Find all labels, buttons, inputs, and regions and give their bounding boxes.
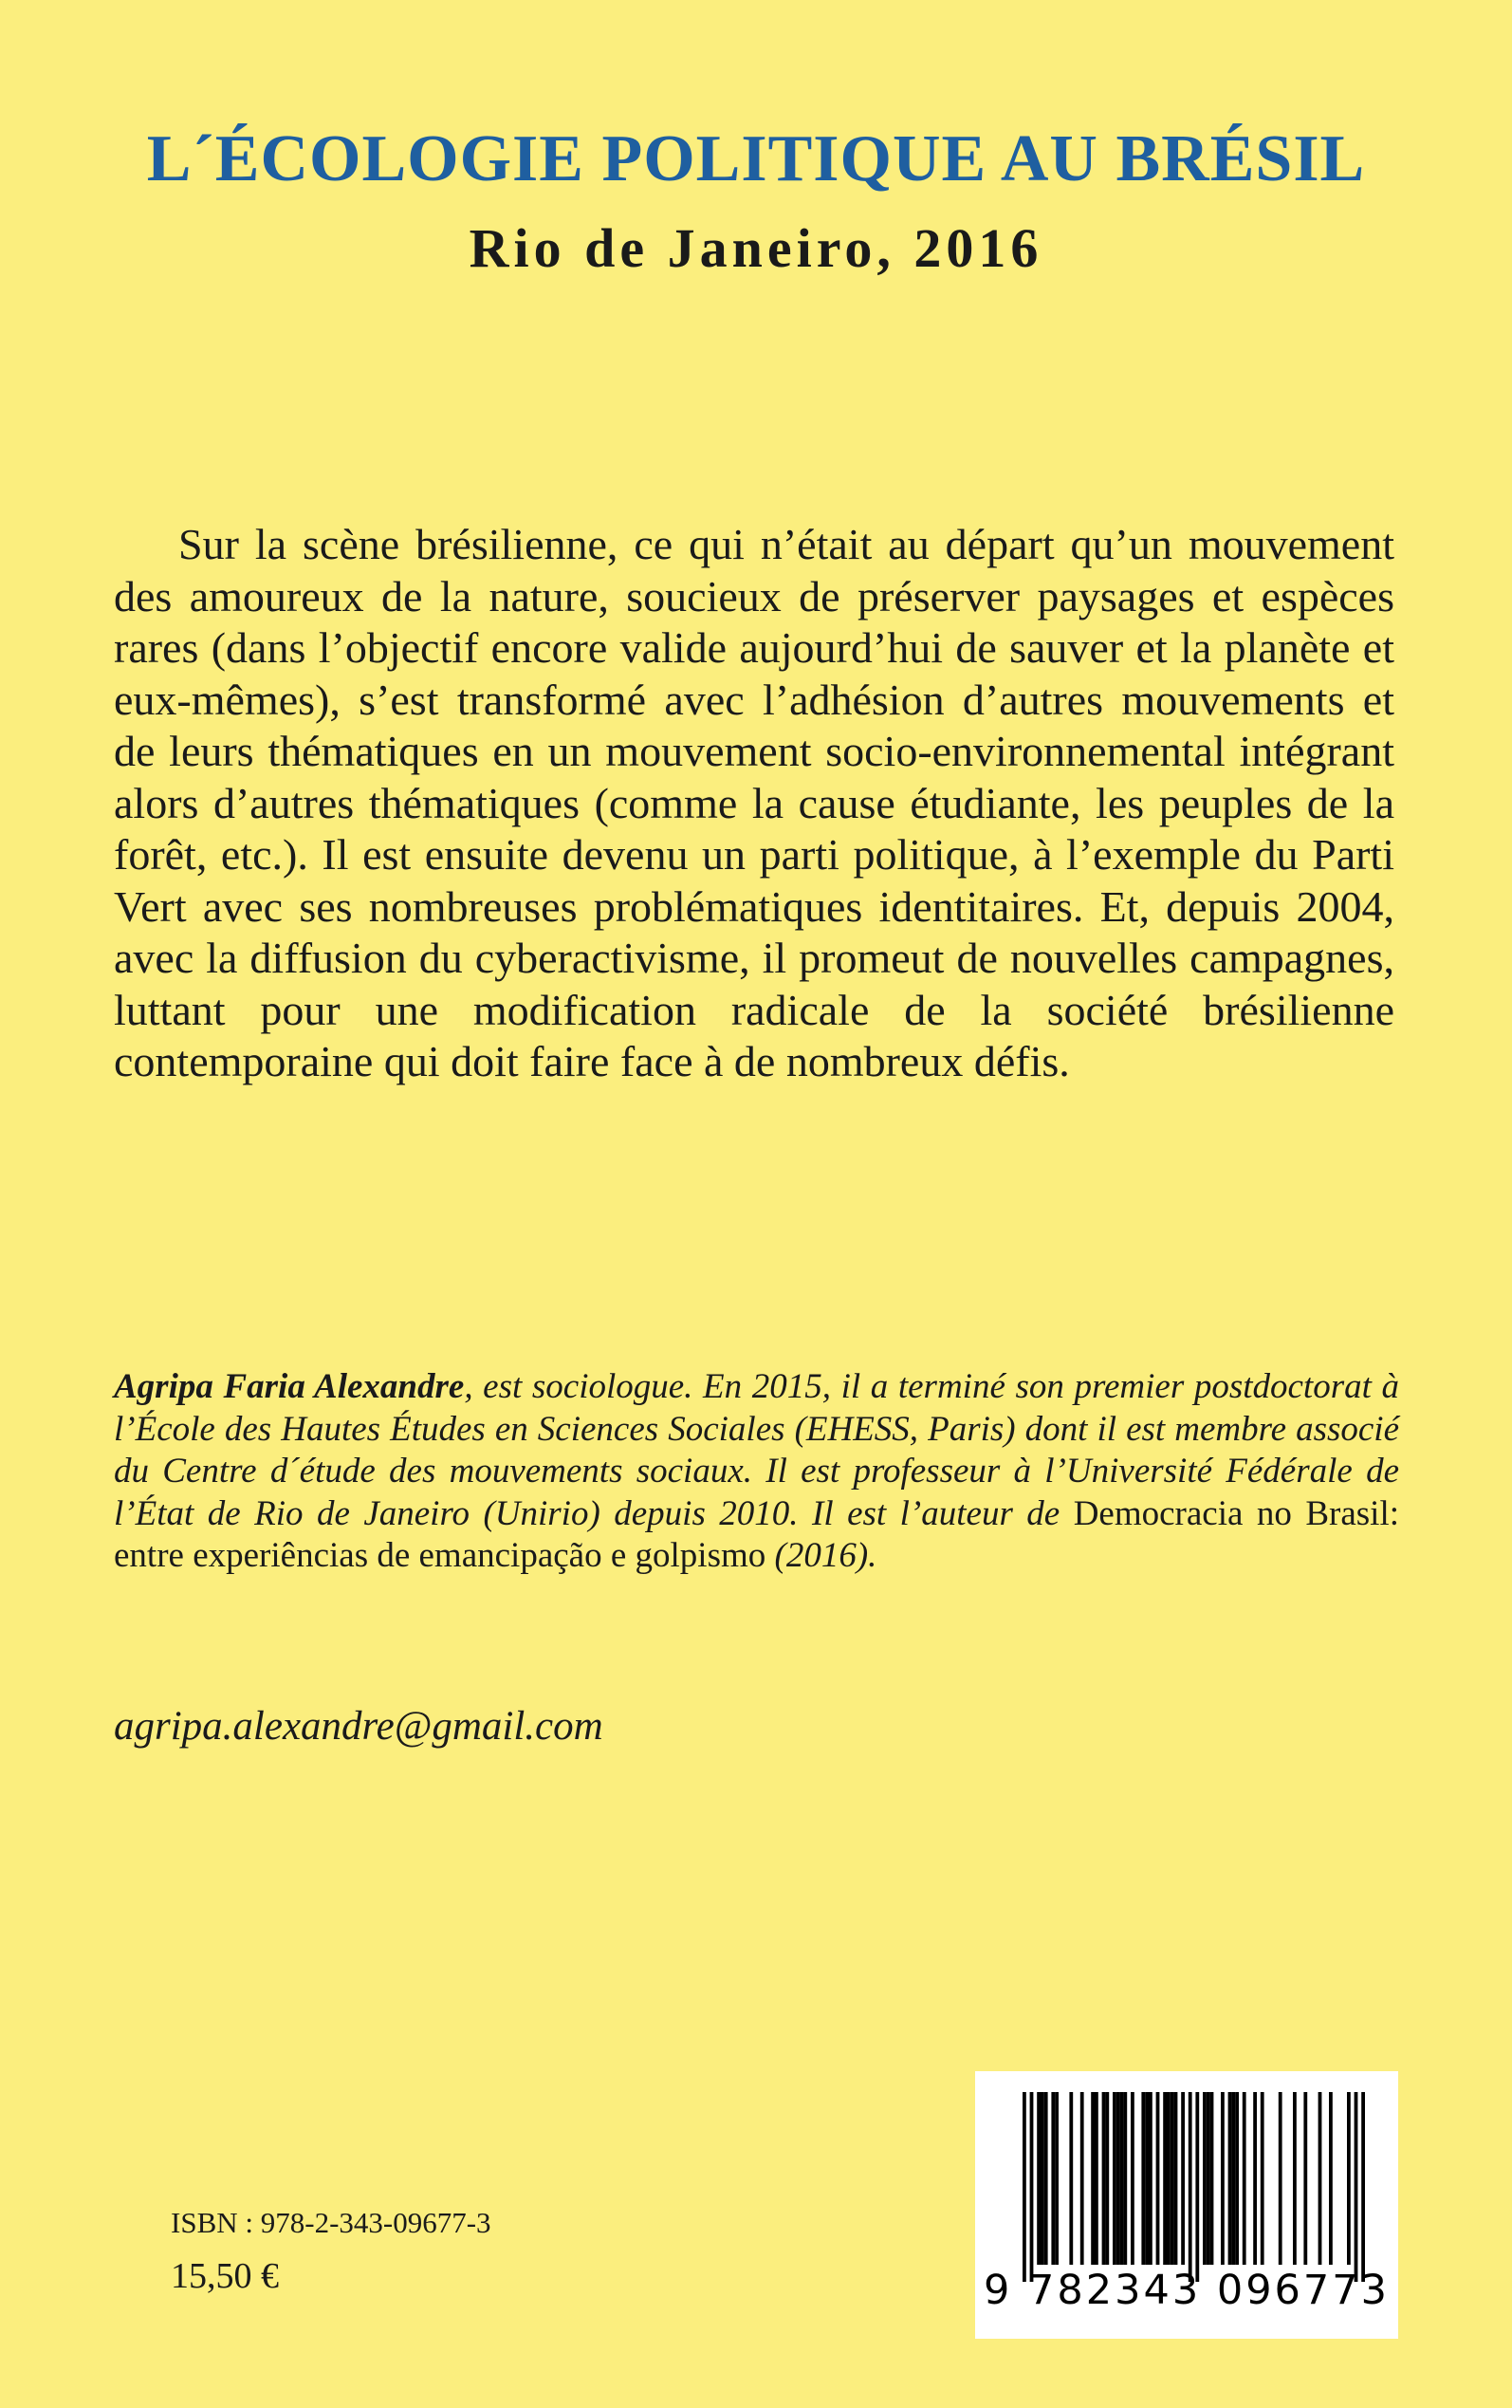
bio-text-part2: (2016). [765,1536,877,1575]
barcode-bar [1361,2092,1365,2282]
isbn-label: ISBN : 978-2-343-09677-3 [171,2206,491,2239]
barcode-bar [1210,2092,1214,2265]
barcode-bar [1091,2092,1095,2265]
barcode-bar [1069,2092,1073,2265]
barcode-bar [1231,2092,1235,2265]
barcode-bar [1080,2092,1084,2265]
barcode-bar [1044,2092,1048,2265]
barcode-bar [1253,2092,1257,2265]
barcode-bar [1116,2092,1120,2265]
book-reference-title: Democracia no Brasil: entre experiências de emancipação e golpismo [114,1493,1400,1575]
barcode-bar [1174,2092,1178,2265]
barcode-bar [1145,2092,1149,2265]
author-name: Agripa Faria Alexandre [114,1367,465,1406]
barcode-bar [1149,2092,1152,2265]
barcode-bar [1055,2092,1059,2265]
book-subtitle: Rio de Janeiro, 2016 [469,217,1043,279]
barcode-bar [1167,2092,1171,2265]
barcode-bar [1141,2092,1145,2265]
author-bio [114,1366,1399,1578]
barcode-bar [1303,2092,1307,2265]
barcode-bar [1318,2092,1322,2265]
barcode-bar [1195,2092,1199,2282]
barcode-bar [1228,2092,1232,2265]
barcode-bar [1207,2092,1210,2265]
barcode-bar [1105,2092,1109,2265]
barcode-bar [1123,2092,1127,2265]
barcode [975,2071,1398,2339]
barcode-bar [1156,2092,1160,2265]
barcode-bar [1037,2092,1041,2265]
barcode-bar [1163,2092,1167,2265]
barcode-bar [1171,2092,1174,2265]
price-label: 15,50 € [171,2256,279,2296]
bio-text-part1: , est sociologue. En 2015, il a terminé son premier postdoctorat à l’École des Hautes Études en Sciences Sociales (EHESS, Paris) dont il est membre associé du Centre d´étude des mouvements sociaux. Il est professeur à l’Université Fédérale de l’État de Rio de Janeiro (Unirio) depuis 2010. Il est l’auteur de [114,1367,1399,1533]
barcode-bar [1102,2092,1106,2265]
book-title: L´ÉCOLOGIE POLITIQUE AU BRÉSIL [146,122,1366,195]
barcode-bar [1203,2092,1207,2265]
barcode-bar [1120,2092,1124,2265]
barcode-bar [1347,2092,1351,2265]
barcode-bar [1329,2092,1333,2265]
barcode-bar [1279,2092,1282,2265]
barcode-bar [1235,2092,1239,2265]
barcode-bar [1261,2092,1264,2265]
barcode-bar [1030,2092,1034,2282]
barcode-bar [1023,2092,1026,2282]
barcode-bar [1041,2092,1044,2265]
barcode-bar [1221,2092,1225,2265]
barcode-bar [1113,2092,1116,2265]
barcode-digits: 9 782343 096773 [984,2267,1390,2314]
barcode-bar [1181,2092,1185,2265]
barcode-bar [1189,2092,1192,2282]
barcode-bar [1051,2092,1055,2265]
barcode-bar [1131,2092,1134,2265]
barcode-bar [1293,2092,1297,2265]
barcode-bar [1355,2092,1358,2282]
author-email: agripa.alexandre@gmail.com [114,1704,603,1749]
barcode-bar [1243,2092,1246,2265]
barcode-bar [1095,2092,1098,2265]
summary-paragraph: Sur la scène brésilienne, ce qui n’était au départ qu’un mouvement des amoureux de la nature, soucieux de préserver paysages et espèces rares (dans l’objectif encore valide aujourd’hui de sauver et la planète et eux-mêmes), s’est transformé avec l’adhésion d’autres mouvements et de leurs thématiques en un mouvement socio-environnemental intégrant alors d’autres thématiques (comme la cause étudiante, les peuples de la forêt, etc.). Il est ensuite devenu un parti politique, à l’exemple du Parti Vert avec ses nombreuses problématiques identitaires. Et, depuis 2004, avec la diffusion du cyberactivisme, il promeut de nouvelles campagnes, luttant pour une modification radicale de la société brésilienne contemporaine qui doit faire face à de nombreux défis. [114,520,1394,1085]
